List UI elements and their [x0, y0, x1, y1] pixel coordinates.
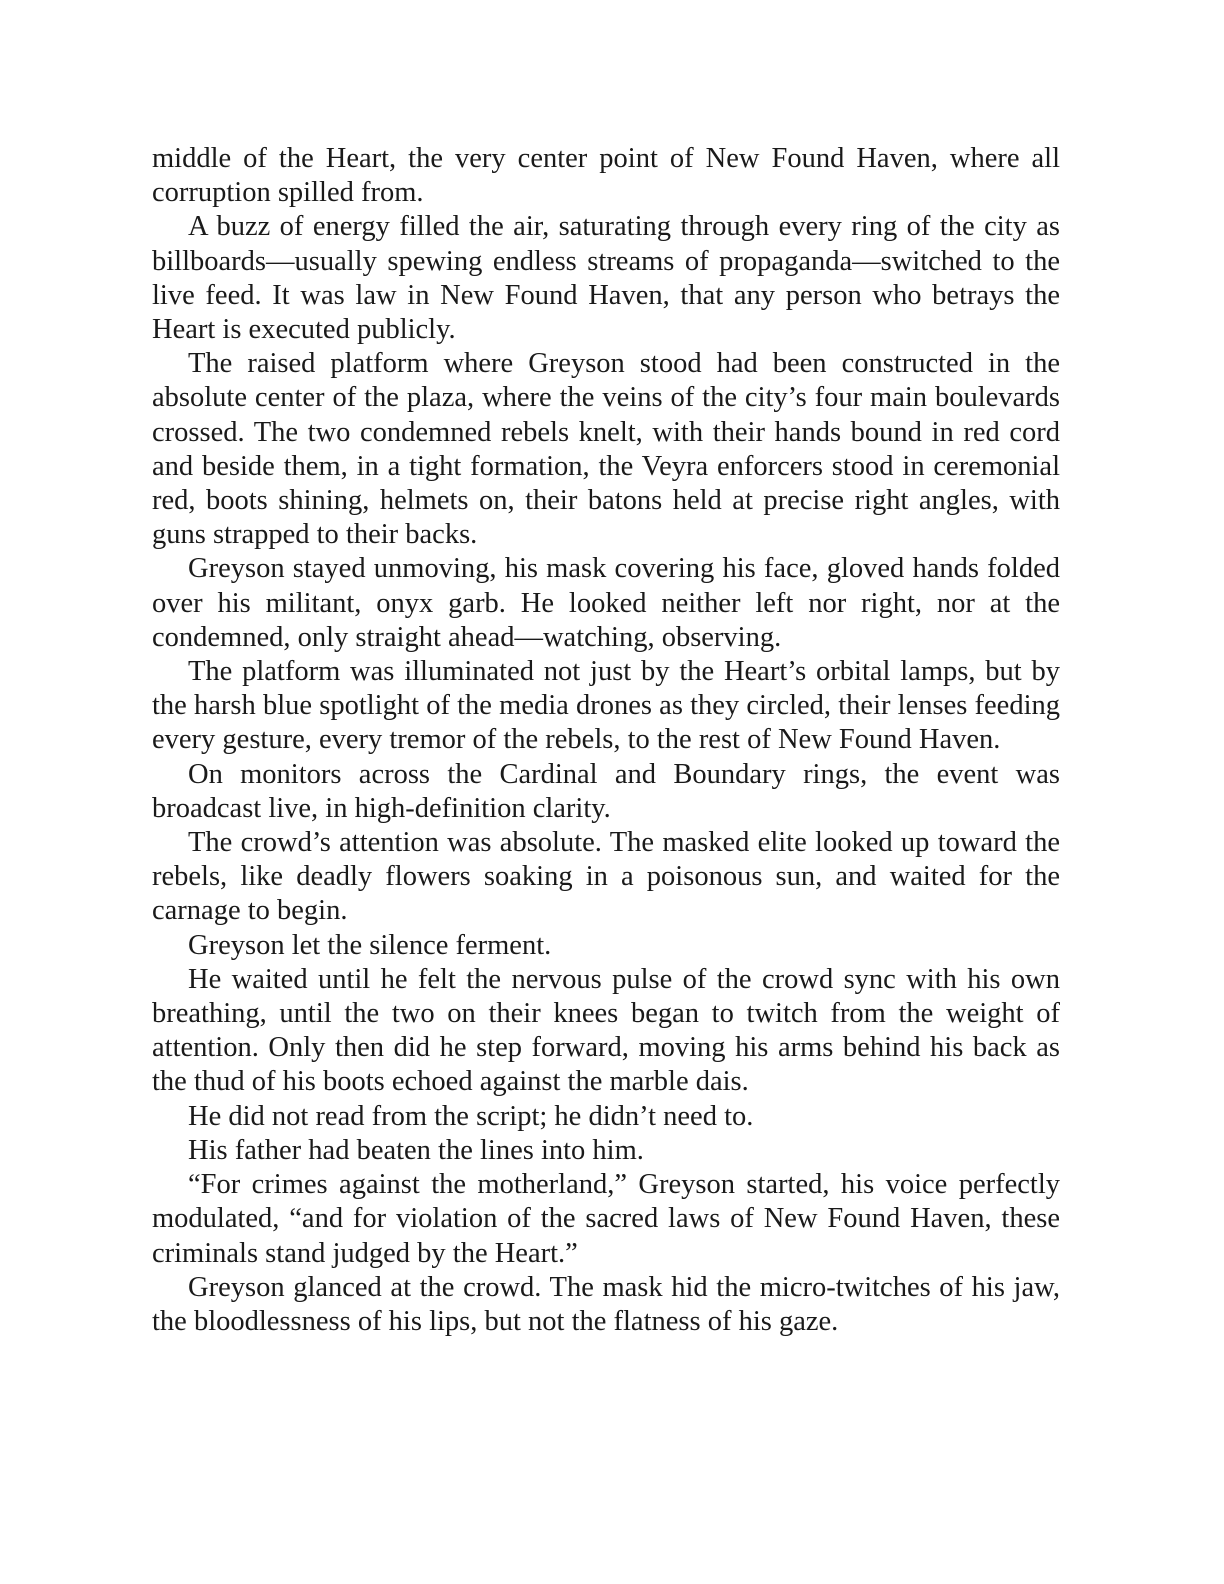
paragraph: Greyson let the silence ferment.: [188, 929, 552, 961]
paragraph-continued: middle of the Heart, the very center point of New Found Haven, where all corruption spilled from.: [152, 143, 1060, 209]
paragraph: His father had beaten the lines into him.: [188, 1134, 644, 1166]
paragraph: A buzz of energy filled the air, saturating through every ring of the city as billboards—usually spewing endless streams of propaganda—switched to the live feed. It was law in New Found Haven, that any person who betrays the Heart is executed publicly.: [152, 211, 1060, 346]
paragraph: The raised platform where Greyson stood had been constructed in the absolute center of the plaza, where the veins of the city’s four main boulevards crossed. The two condemned rebels knelt, with their hands bound in red cord and beside them, in a tight formation, the Veyra enforcers stood in ceremonial red, boots shining, helmets on, their batons held at precise right angles, with guns strapped to their backs.: [152, 348, 1060, 551]
paragraph: Greyson stayed unmoving, his mask covering his face, gloved hands folded over his militant, onyx garb. He looked neither left nor right, nor at the condemned, only straight ahead—watching, observing.: [152, 553, 1060, 653]
paragraph: On monitors across the Cardinal and Boundary rings, the event was broadcast live, in high-definition clarity.: [152, 758, 1060, 824]
paragraph: He did not read from the script; he didn’t need to.: [188, 1100, 754, 1132]
page-body: [152, 142, 1060, 1339]
paragraph: Greyson glanced at the crowd. The mask hid the micro-twitches of his jaw, the bloodlessness of his lips, but not the flatness of his gaze.: [152, 1271, 1060, 1337]
paragraph: The crowd’s attention was absolute. The masked elite looked up toward the rebels, like deadly flowers soaking in a poisonous sun, and waited for the carnage to begin.: [152, 827, 1060, 927]
paragraph: “For crimes against the motherland,” Greyson started, his voice perfectly modulated, “and for violation of the sacred laws of New Found Haven, these criminals stand judged by the Heart.”: [152, 1169, 1060, 1269]
paragraph: He waited until he felt the nervous pulse of the crowd sync with his own breathing, until the two on their knees began to twitch from the weight of attention. Only then did he step forward, moving his arms behind his back as the thud of his boots echoed against the marble dais.: [152, 963, 1060, 1098]
paragraph: The platform was illuminated not just by the Heart’s orbital lamps, but by the harsh blue spotlight of the media drones as they circled, their lenses feeding every gesture, every tremor of the rebels, to the rest of New Found Haven.: [152, 656, 1060, 756]
